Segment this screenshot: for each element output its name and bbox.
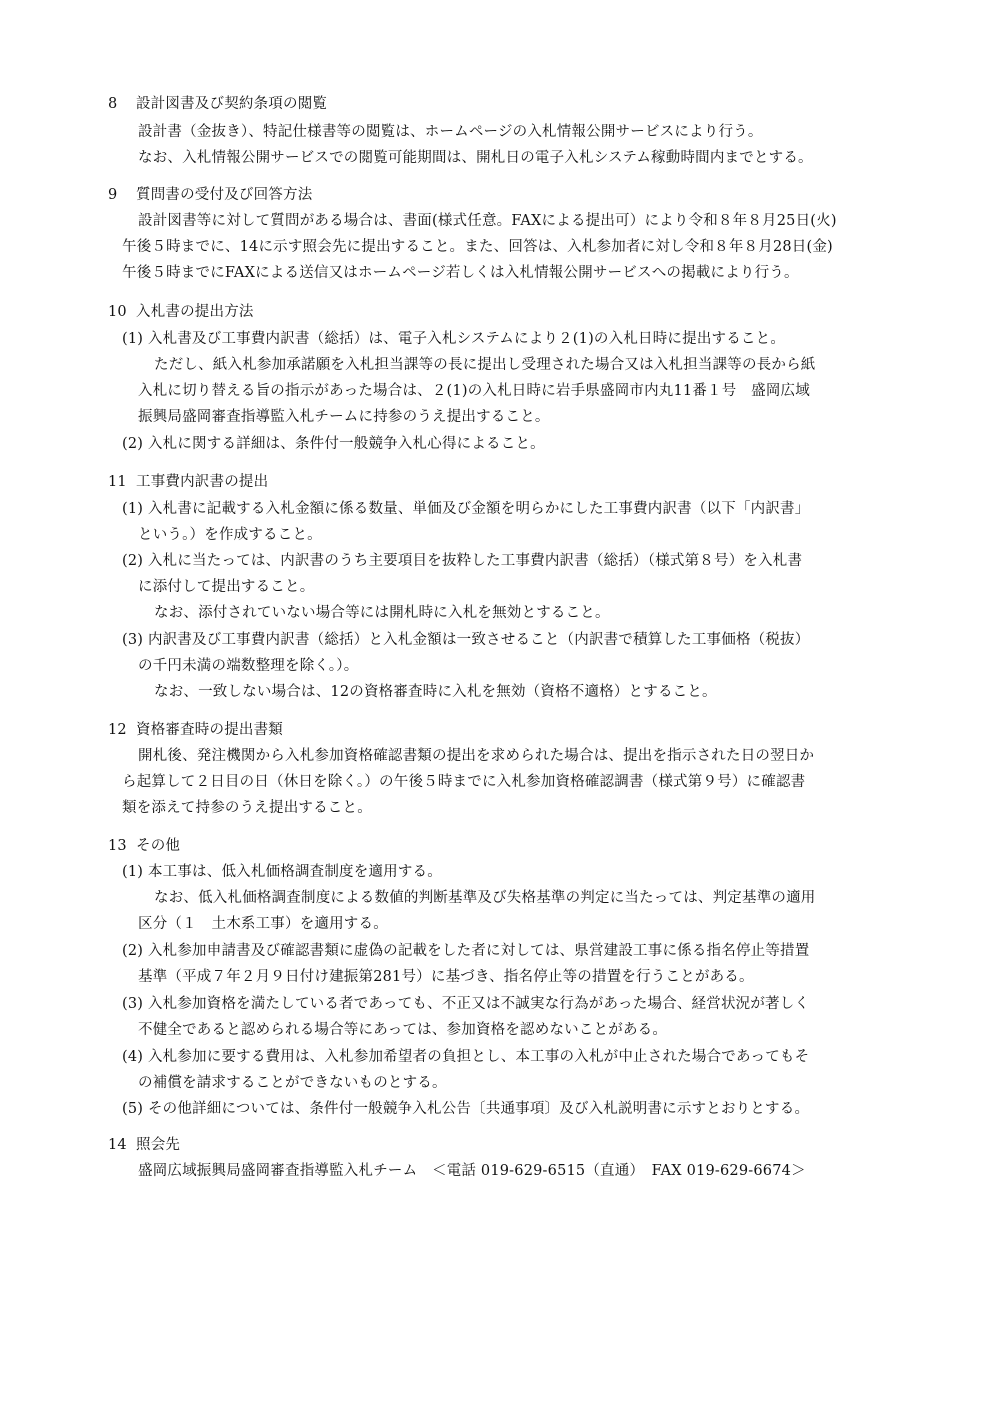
body-line: 設計図書等に対して質問がある場合は、書面(様式任意。FAXによる提出可）により令和８年８月25日(火) xyxy=(138,213,837,229)
section-title: 設計図書及び契約条項の閲覧 xyxy=(136,96,328,112)
body-line: なお、一致しない場合は、12の資格審査時に入札を無効（資格不適格）とすること。 xyxy=(154,684,717,700)
section-heading-9 xyxy=(108,185,312,205)
body-line: 設計書（金抜き）、特記仕様書等の閲覧は、ホームページの入札情報公開サービスにより行う。 xyxy=(138,124,763,140)
body-line: ら起算して２日目の日（休日を除く。）の午後５時までに入札参加資格確認調書（様式第９号）に確認書 xyxy=(122,774,806,790)
section-heading-13 xyxy=(108,836,180,856)
list-item: (2) 入札参加申請書及び確認書類に虚偽の記載をした者に対しては、県営建設工事に係る指名停止等措置 xyxy=(122,943,810,959)
body-line: 不健全であると認められる場合等にあっては、参加資格を認めないことがある。 xyxy=(138,1022,668,1038)
list-item: (3) 入札参加資格を満たしている者であっても、不正又は不誠実な行為があった場合、経営状況が著しく xyxy=(122,996,810,1012)
list-item: (5) その他詳細については、条件付一般競争入札公告〔共通事項〕及び入札説明書に示すとおりとする。 xyxy=(122,1101,810,1117)
section-number: 11 xyxy=(108,474,127,490)
body-line: に添付して提出すること。 xyxy=(138,579,315,595)
body-line: 類を添えて持参のうえ提出すること。 xyxy=(122,800,372,816)
section-title: 入札書の提出方法 xyxy=(136,304,254,320)
list-item: (3) 内訳書及び工事費内訳書（総括）と入札金額は一致させること（内訳書で積算した工事価格（税抜） xyxy=(122,632,810,648)
section-title: その他 xyxy=(136,838,181,854)
body-line: ただし、紙入札参加承諾願を入札担当課等の長に提出し受理された場合又は入札担当課等の長から紙 xyxy=(154,357,816,373)
body-line: 振興局盛岡審査指導監入札チームに持参のうえ提出すること。 xyxy=(138,409,550,425)
section-title: 資格審査時の提出書類 xyxy=(136,722,283,738)
list-item: (2) 入札に当たっては、内訳書のうち主要項目を抜粋した工事費内訳書（総括）（様式第８号）を入札書 xyxy=(122,553,803,569)
body-line: なお、添付されていない場合等には開札時に入札を無効とすること。 xyxy=(154,605,610,621)
list-item: (1) 本工事は、低入札価格調査制度を適用する。 xyxy=(122,864,442,880)
section-title: 工事費内訳書の提出 xyxy=(136,474,269,490)
body-line: 開札後、発注機関から入札参加資格確認書類の提出を求められた場合は、提出を指示された日の翌日か xyxy=(138,748,815,764)
section-number: 10 xyxy=(108,304,127,320)
list-item: (1) 入札書に記載する入札金額に係る数量、単価及び金額を明らかにした工事費内訳書（以下「内訳書」 xyxy=(122,501,810,517)
body-line: 入札に切り替える旨の指示があった場合は、２(1)の入札日時に岩手県盛岡市内丸11番１号 盛岡広域 xyxy=(138,383,810,399)
body-line: の補償を請求することができないものとする。 xyxy=(138,1075,447,1091)
section-number: 14 xyxy=(108,1137,127,1153)
contact-line: 盛岡広域振興局盛岡審査指導監入札チーム ＜電話 019-629-6515（直通） FAX 019-629-6674＞ xyxy=(138,1163,806,1179)
section-heading-14 xyxy=(108,1135,180,1155)
section-title: 照会先 xyxy=(136,1137,181,1153)
body-line: 午後５時までに、14に示す照会先に提出すること。また、回答は、入札参加者に対し令和８年８月28日(金) xyxy=(122,239,833,255)
section-number: 9 xyxy=(108,187,118,203)
section-heading-10 xyxy=(108,302,254,322)
body-line: なお、低入札価格調査制度による数値的判断基準及び失格基準の判定に当たっては、判定基準の適用 xyxy=(154,890,816,906)
body-line: なお、入札情報公開サービスでの閲覧可能期間は、開札日の電子入札システム稼動時間内までとする。 xyxy=(138,150,813,166)
body-line: 基準（平成７年２月９日付け建振第281号）に基づき、指名停止等の措置を行うことがある。 xyxy=(138,969,754,985)
section-heading-12 xyxy=(108,720,283,740)
section-heading-8 xyxy=(108,94,327,114)
section-heading-11 xyxy=(108,472,268,492)
list-item: (2) 入札に関する詳細は、条件付一般競争入札心得によること。 xyxy=(122,436,545,452)
body-line: 区分（１ 土木系工事）を適用する。 xyxy=(138,916,388,932)
section-title: 質問書の受付及び回答方法 xyxy=(136,187,313,203)
section-number: 8 xyxy=(108,96,118,112)
body-line: 午後５時までにFAXによる送信又はホームページ若しくは入札情報公開サービスへの掲載により行う。 xyxy=(122,265,799,281)
section-number: 12 xyxy=(108,722,127,738)
list-item: (1) 入札書及び工事費内訳書（総括）は、電子入札システムにより２(1)の入札日時に提出すること。 xyxy=(122,331,786,347)
body-line: の千円未満の端数整理を除く。）。 xyxy=(138,658,359,674)
body-line: という。）を作成すること。 xyxy=(138,527,322,543)
list-item: (4) 入札参加に要する費用は、入札参加希望者の負担とし、本工事の入札が中止された場合であってもそ xyxy=(122,1049,810,1065)
section-number: 13 xyxy=(108,838,127,854)
